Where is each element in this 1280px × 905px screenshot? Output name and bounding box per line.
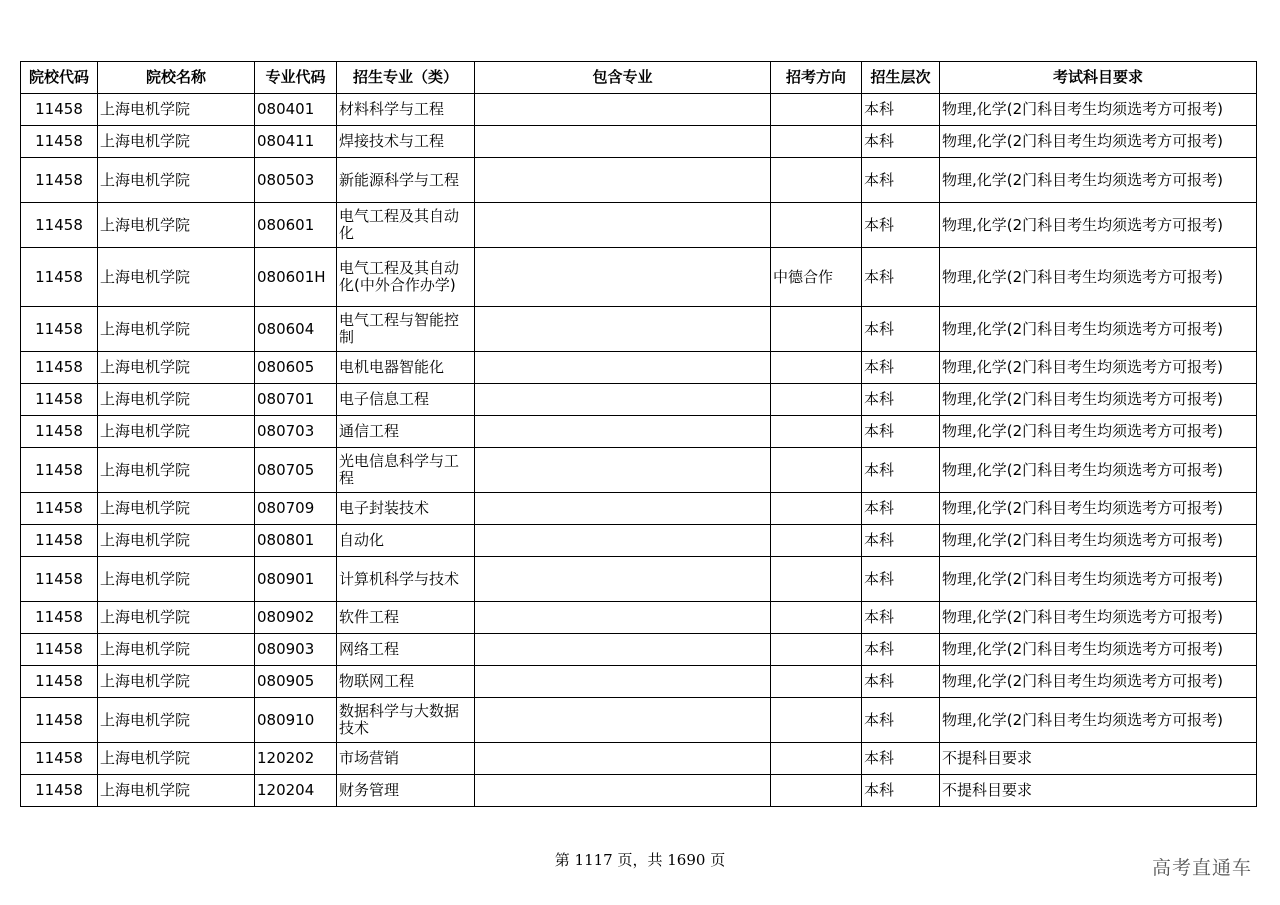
cell-school-name: 上海电机学院 xyxy=(98,94,255,126)
cell-direction xyxy=(771,203,862,248)
cell-major-code: 080709 xyxy=(255,493,337,525)
cell-school-code: 11458 xyxy=(21,557,98,602)
cell-level: 本科 xyxy=(862,666,940,698)
cell-major: 通信工程 xyxy=(337,416,475,448)
header-direction: 招考方向 xyxy=(771,62,862,94)
cell-subject-requirement: 物理,化学(2门科目考生均须选考方可报考) xyxy=(940,416,1257,448)
table-row xyxy=(21,416,1257,448)
cell-subject-requirement: 物理,化学(2门科目考生均须选考方可报考) xyxy=(940,448,1257,493)
cell-level: 本科 xyxy=(862,94,940,126)
cell-school-name: 上海电机学院 xyxy=(98,634,255,666)
cell-subject-requirement: 物理,化学(2门科目考生均须选考方可报考) xyxy=(940,493,1257,525)
cell-major-code: 080910 xyxy=(255,698,337,743)
table-row xyxy=(21,602,1257,634)
cell-school-code: 11458 xyxy=(21,94,98,126)
cell-school-code: 11458 xyxy=(21,158,98,203)
cell-level: 本科 xyxy=(862,126,940,158)
cell-major: 自动化 xyxy=(337,525,475,557)
cell-school-name: 上海电机学院 xyxy=(98,775,255,807)
cell-major-code: 080905 xyxy=(255,666,337,698)
cell-major-code: 080401 xyxy=(255,94,337,126)
cell-included-majors xyxy=(475,525,771,557)
cell-subject-requirement: 物理,化学(2门科目考生均须选考方可报考) xyxy=(940,352,1257,384)
cell-direction xyxy=(771,557,862,602)
cell-subject-requirement: 物理,化学(2门科目考生均须选考方可报考) xyxy=(940,384,1257,416)
cell-subject-requirement: 物理,化学(2门科目考生均须选考方可报考) xyxy=(940,248,1257,307)
cell-subject-requirement: 物理,化学(2门科目考生均须选考方可报考) xyxy=(940,525,1257,557)
cell-level: 本科 xyxy=(862,634,940,666)
cell-major: 电气工程与智能控制 xyxy=(337,307,475,352)
cell-school-name: 上海电机学院 xyxy=(98,698,255,743)
table-body xyxy=(21,94,1257,807)
cell-major-code: 080703 xyxy=(255,416,337,448)
cell-included-majors xyxy=(475,493,771,525)
cell-school-code: 11458 xyxy=(21,384,98,416)
cell-included-majors xyxy=(475,557,771,602)
cell-included-majors xyxy=(475,602,771,634)
cell-major-code: 080601H xyxy=(255,248,337,307)
cell-school-name: 上海电机学院 xyxy=(98,416,255,448)
table-row xyxy=(21,743,1257,775)
table-row xyxy=(21,158,1257,203)
cell-major: 电气工程及其自动化(中外合作办学) xyxy=(337,248,475,307)
table-row xyxy=(21,307,1257,352)
cell-direction xyxy=(771,94,862,126)
cell-school-code: 11458 xyxy=(21,203,98,248)
cell-direction xyxy=(771,602,862,634)
cell-level: 本科 xyxy=(862,493,940,525)
cell-school-name: 上海电机学院 xyxy=(98,307,255,352)
cell-level: 本科 xyxy=(862,602,940,634)
table-header-row xyxy=(21,62,1257,94)
table-row xyxy=(21,94,1257,126)
cell-major-code: 080705 xyxy=(255,448,337,493)
cell-direction xyxy=(771,416,862,448)
cell-school-name: 上海电机学院 xyxy=(98,384,255,416)
cell-major: 电气工程及其自动化 xyxy=(337,203,475,248)
cell-level: 本科 xyxy=(862,416,940,448)
table-row xyxy=(21,493,1257,525)
cell-major-code: 080605 xyxy=(255,352,337,384)
cell-direction xyxy=(771,634,862,666)
cell-major: 物联网工程 xyxy=(337,666,475,698)
cell-direction xyxy=(771,352,862,384)
cell-major-code: 080503 xyxy=(255,158,337,203)
table-row xyxy=(21,384,1257,416)
cell-included-majors xyxy=(475,698,771,743)
cell-school-code: 11458 xyxy=(21,307,98,352)
table-row xyxy=(21,448,1257,493)
cell-subject-requirement: 物理,化学(2门科目考生均须选考方可报考) xyxy=(940,557,1257,602)
cell-included-majors xyxy=(475,666,771,698)
cell-major: 数据科学与大数据技术 xyxy=(337,698,475,743)
header-major: 招生专业（类） xyxy=(337,62,475,94)
cell-major-code: 080411 xyxy=(255,126,337,158)
cell-major-code: 080801 xyxy=(255,525,337,557)
watermark-logo: 高考直通车 xyxy=(1151,857,1252,879)
cell-level: 本科 xyxy=(862,557,940,602)
table-row xyxy=(21,666,1257,698)
table-row xyxy=(21,126,1257,158)
header-subject-requirement: 考试科目要求 xyxy=(940,62,1257,94)
cell-major: 电机电器智能化 xyxy=(337,352,475,384)
cell-subject-requirement: 物理,化学(2门科目考生均须选考方可报考) xyxy=(940,203,1257,248)
page-number: 第 1117 页，共 1690 页 xyxy=(554,851,726,869)
cell-level: 本科 xyxy=(862,775,940,807)
cell-school-name: 上海电机学院 xyxy=(98,493,255,525)
table-row xyxy=(21,698,1257,743)
cell-school-name: 上海电机学院 xyxy=(98,557,255,602)
cell-subject-requirement: 物理,化学(2门科目考生均须选考方可报考) xyxy=(940,698,1257,743)
cell-school-code: 11458 xyxy=(21,352,98,384)
cell-major: 材料科学与工程 xyxy=(337,94,475,126)
cell-school-code: 11458 xyxy=(21,493,98,525)
cell-school-name: 上海电机学院 xyxy=(98,743,255,775)
cell-subject-requirement: 不提科目要求 xyxy=(940,743,1257,775)
cell-subject-requirement: 物理,化学(2门科目考生均须选考方可报考) xyxy=(940,94,1257,126)
cell-major: 市场营销 xyxy=(337,743,475,775)
cell-school-code: 11458 xyxy=(21,602,98,634)
cell-school-code: 11458 xyxy=(21,416,98,448)
cell-major: 电子信息工程 xyxy=(337,384,475,416)
cell-level: 本科 xyxy=(862,448,940,493)
cell-school-code: 11458 xyxy=(21,775,98,807)
cell-level: 本科 xyxy=(862,743,940,775)
cell-level: 本科 xyxy=(862,248,940,307)
cell-school-code: 11458 xyxy=(21,448,98,493)
cell-subject-requirement: 物理,化学(2门科目考生均须选考方可报考) xyxy=(940,307,1257,352)
cell-direction xyxy=(771,448,862,493)
cell-included-majors xyxy=(475,248,771,307)
cell-major: 财务管理 xyxy=(337,775,475,807)
cell-school-code: 11458 xyxy=(21,126,98,158)
cell-school-name: 上海电机学院 xyxy=(98,352,255,384)
cell-school-code: 11458 xyxy=(21,666,98,698)
cell-direction xyxy=(771,666,862,698)
cell-level: 本科 xyxy=(862,525,940,557)
table-row xyxy=(21,352,1257,384)
cell-subject-requirement: 不提科目要求 xyxy=(940,775,1257,807)
cell-direction xyxy=(771,158,862,203)
cell-included-majors xyxy=(475,448,771,493)
cell-included-majors xyxy=(475,384,771,416)
cell-major-code: 080601 xyxy=(255,203,337,248)
cell-included-majors xyxy=(475,634,771,666)
cell-direction xyxy=(771,126,862,158)
cell-level: 本科 xyxy=(862,384,940,416)
cell-subject-requirement: 物理,化学(2门科目考生均须选考方可报考) xyxy=(940,666,1257,698)
enrollment-table xyxy=(20,61,1257,807)
cell-level: 本科 xyxy=(862,698,940,743)
cell-school-name: 上海电机学院 xyxy=(98,126,255,158)
cell-school-code: 11458 xyxy=(21,698,98,743)
table-row xyxy=(21,634,1257,666)
cell-school-name: 上海电机学院 xyxy=(98,525,255,557)
cell-school-name: 上海电机学院 xyxy=(98,158,255,203)
cell-direction xyxy=(771,698,862,743)
table-row xyxy=(21,775,1257,807)
cell-included-majors xyxy=(475,352,771,384)
table-row xyxy=(21,248,1257,307)
cell-included-majors xyxy=(475,743,771,775)
cell-included-majors xyxy=(475,126,771,158)
cell-direction xyxy=(771,743,862,775)
table-row xyxy=(21,203,1257,248)
header-school-code: 院校代码 xyxy=(21,62,98,94)
header-major-code: 专业代码 xyxy=(255,62,337,94)
cell-school-name: 上海电机学院 xyxy=(98,203,255,248)
cell-level: 本科 xyxy=(862,352,940,384)
cell-subject-requirement: 物理,化学(2门科目考生均须选考方可报考) xyxy=(940,158,1257,203)
cell-direction xyxy=(771,493,862,525)
cell-direction xyxy=(771,775,862,807)
cell-level: 本科 xyxy=(862,158,940,203)
cell-major: 新能源科学与工程 xyxy=(337,158,475,203)
cell-major: 光电信息科学与工程 xyxy=(337,448,475,493)
cell-subject-requirement: 物理,化学(2门科目考生均须选考方可报考) xyxy=(940,634,1257,666)
cell-school-code: 11458 xyxy=(21,634,98,666)
cell-included-majors xyxy=(475,94,771,126)
cell-included-majors xyxy=(475,158,771,203)
cell-school-code: 11458 xyxy=(21,743,98,775)
cell-major: 网络工程 xyxy=(337,634,475,666)
cell-included-majors xyxy=(475,775,771,807)
cell-direction xyxy=(771,384,862,416)
cell-major: 计算机科学与技术 xyxy=(337,557,475,602)
cell-subject-requirement: 物理,化学(2门科目考生均须选考方可报考) xyxy=(940,602,1257,634)
header-school-name: 院校名称 xyxy=(98,62,255,94)
cell-major-code: 080604 xyxy=(255,307,337,352)
cell-school-name: 上海电机学院 xyxy=(98,666,255,698)
cell-level: 本科 xyxy=(862,203,940,248)
cell-major-code: 080903 xyxy=(255,634,337,666)
cell-included-majors xyxy=(475,416,771,448)
cell-major-code: 080901 xyxy=(255,557,337,602)
cell-included-majors xyxy=(475,307,771,352)
table-row xyxy=(21,525,1257,557)
cell-subject-requirement: 物理,化学(2门科目考生均须选考方可报考) xyxy=(940,126,1257,158)
cell-major: 焊接技术与工程 xyxy=(337,126,475,158)
cell-school-name: 上海电机学院 xyxy=(98,602,255,634)
cell-major: 电子封装技术 xyxy=(337,493,475,525)
cell-major-code: 120204 xyxy=(255,775,337,807)
header-included-majors: 包含专业 xyxy=(475,62,771,94)
header-level: 招生层次 xyxy=(862,62,940,94)
table-row xyxy=(21,557,1257,602)
cell-school-name: 上海电机学院 xyxy=(98,248,255,307)
cell-school-code: 11458 xyxy=(21,248,98,307)
cell-school-code: 11458 xyxy=(21,525,98,557)
cell-direction xyxy=(771,525,862,557)
cell-included-majors xyxy=(475,203,771,248)
cell-level: 本科 xyxy=(862,307,940,352)
cell-major-code: 080701 xyxy=(255,384,337,416)
cell-major-code: 080902 xyxy=(255,602,337,634)
cell-major-code: 120202 xyxy=(255,743,337,775)
cell-direction: 中德合作 xyxy=(771,248,862,307)
cell-direction xyxy=(771,307,862,352)
cell-school-name: 上海电机学院 xyxy=(98,448,255,493)
cell-major: 软件工程 xyxy=(337,602,475,634)
